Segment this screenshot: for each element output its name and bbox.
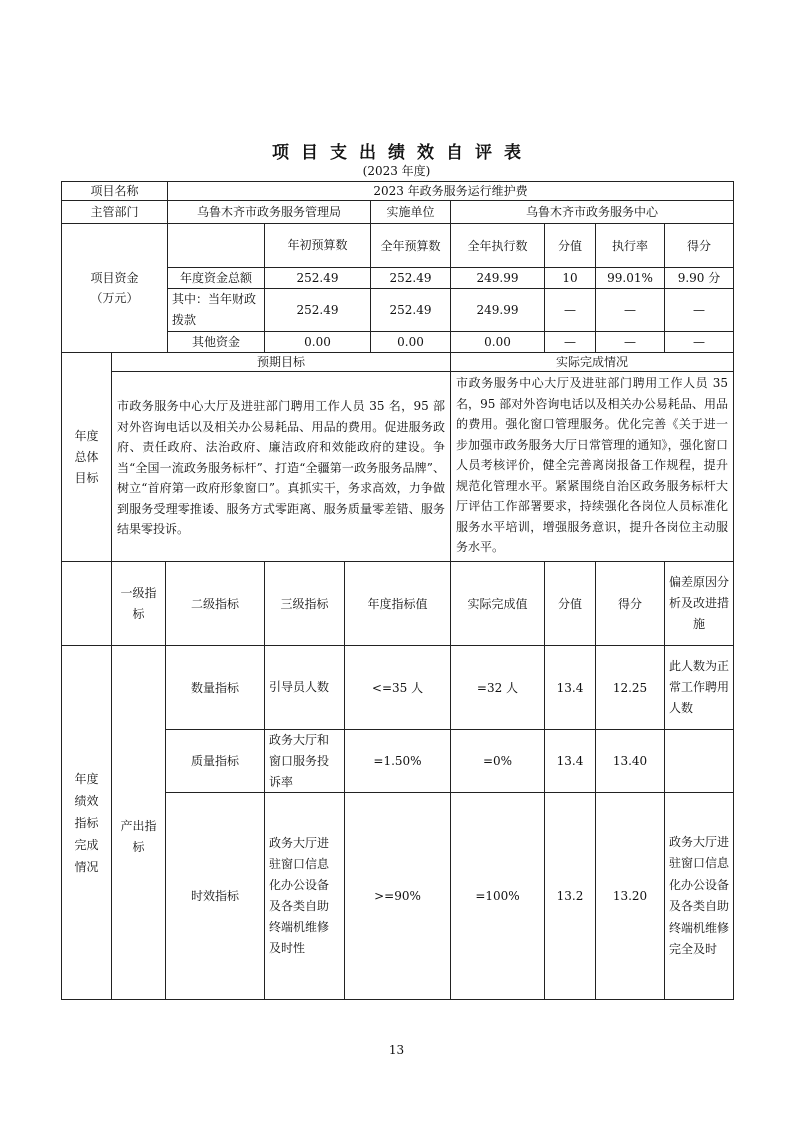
funds-cell: 252.49 — [264, 288, 371, 332]
funds-cell: 10 — [544, 267, 596, 289]
expected-goal-text — [111, 371, 451, 562]
page-title — [0, 138, 793, 163]
actual-result-text — [450, 371, 734, 562]
funds-cell: — — [664, 331, 734, 353]
indicator-header: 分值 — [544, 561, 596, 646]
title-char: 绩 — [388, 143, 405, 163]
page-number: 13 — [388, 1043, 405, 1057]
title-char: 效 — [417, 143, 434, 163]
actual-result-paragraph: 市政务服务中心大厅及进驻部门聘用工作人员 35 名，95 部对外咨询电话以及相关办公易耗品、用品的费用。强化窗口管理服务。优化完善《关于进一步加强市政务服务大厅日常管理的通知》，强化窗口人员考核评价，健全完善离岗报备工作规程，提升规范化管理水平。紧紧围绕自治区政务服务标杆大厅评估工作部署要求，持续强化各岗位人员标准化服务水平培训，增强服务意识，提升各岗位主动服务水平。 — [456, 376, 728, 554]
score: 13.40 — [595, 729, 665, 793]
funds-cell: 252.49 — [370, 267, 451, 289]
deviation-note: 此人数为正常工作聘用人数 — [664, 645, 734, 730]
level1-indicator: 产出指标 — [111, 645, 166, 1000]
indicator-header: 偏差原因分析及改进措施 — [664, 561, 734, 646]
project-name-label: 项目名称 — [61, 181, 168, 201]
level3-indicator: 政务大厅和窗口服务投诉率 — [264, 729, 345, 793]
funds-cell: — — [595, 288, 665, 332]
dept-value: 乌鲁木齐市政务服务管理局 — [167, 200, 371, 224]
funds-header: 得分 — [664, 223, 734, 268]
funds-row-name: 年度资金总额 — [167, 267, 265, 289]
score: 12.25 — [595, 645, 665, 730]
title-char: 自 — [446, 143, 463, 163]
funds-header: 全年预算数 — [370, 223, 451, 268]
expected-goal-paragraph: 市政务服务中心大厅及进驻部门聘用工作人员 35 名，95 部对外咨询电话以及相关办公易耗品、用品的费用。促进服务政府、责任政府、法治政府、廉洁政府和效能政府的建设。争当“全国一流政务服务标杆”、打造“全疆第一政务服务品牌”、树立“首府第一政府形象窗口”。真抓实干，务求高效，力争做到服务受理零推诿、服务方式零距离、服务质量零差错、服务结果零投诉。 — [117, 399, 445, 536]
level2-indicator: 质量指标 — [165, 729, 265, 793]
score: 13.20 — [595, 792, 665, 1000]
deviation-note: 政务大厅进驻窗口信息化办公设备及各类自助终端机维修完全及时 — [664, 792, 734, 1000]
title-char: 出 — [359, 143, 376, 163]
deviation-note — [664, 729, 734, 793]
indicator-header: 得分 — [595, 561, 665, 646]
indicator-section-label: 年度 绩效 指标 完成 情况 — [61, 645, 112, 1000]
title-char: 评 — [475, 143, 492, 163]
project-name-value: 2023 年政务服务运行维护费 — [167, 181, 734, 201]
funds-cell: — — [664, 288, 734, 332]
indicator-header-blank — [61, 561, 112, 646]
funds-cell: — — [544, 331, 596, 353]
funds-corner — [167, 223, 265, 268]
funds-cell: 252.49 — [370, 288, 451, 332]
funds-row-name: 其他资金 — [167, 331, 265, 353]
title-char: 目 — [301, 143, 318, 163]
level3-indicator: 引导员人数 — [264, 645, 345, 730]
indicator-header: 一级指标 — [111, 561, 166, 646]
impl-unit-value: 乌鲁木齐市政务服务中心 — [450, 200, 734, 224]
impl-unit-label: 实施单位 — [370, 200, 451, 224]
score-value: 13.4 — [544, 729, 596, 793]
funds-cell: 99.01% — [595, 267, 665, 289]
funds-cell: 9.90 分 — [664, 267, 734, 289]
title-char: 表 — [504, 143, 521, 163]
actual-value: =0% — [450, 729, 545, 793]
funds-cell: 249.99 — [450, 288, 545, 332]
dept-label: 主管部门 — [61, 200, 168, 224]
score-value: 13.4 — [544, 645, 596, 730]
funds-cell: 0.00 — [264, 331, 371, 353]
funds-header: 年初预算数 — [264, 223, 371, 268]
actual-value: =100% — [450, 792, 545, 1000]
actual-value: =32 人 — [450, 645, 545, 730]
evaluation-table — [61, 181, 734, 1000]
level2-indicator: 数量指标 — [165, 645, 265, 730]
title-char: 支 — [330, 143, 347, 163]
funds-row-name: 其中：当年财政拨款 — [167, 288, 265, 332]
target-value: <=35 人 — [344, 645, 451, 730]
indicator-header: 实际完成值 — [450, 561, 545, 646]
page-subtitle: (2023 年度) — [362, 164, 431, 178]
level3-indicator: 政务大厅进驻窗口信息化办公设备及各类自助终端机维修及时性 — [264, 792, 345, 1000]
funds-cell: 0.00 — [450, 331, 545, 353]
indicator-header: 二级指标 — [165, 561, 265, 646]
level2-indicator: 时效指标 — [165, 792, 265, 1000]
indicator-header: 年度指标值 — [344, 561, 451, 646]
title-char: 项 — [272, 143, 289, 163]
funds-cell: 249.99 — [450, 267, 545, 289]
funds-cell: — — [595, 331, 665, 353]
funds-cell: 252.49 — [264, 267, 371, 289]
funds-header: 分值 — [544, 223, 596, 268]
actual-result-header: 实际完成情况 — [450, 352, 734, 372]
score-value: 13.2 — [544, 792, 596, 1000]
funds-header: 执行率 — [595, 223, 665, 268]
funds-header: 全年执行数 — [450, 223, 545, 268]
expected-goal-header: 预期目标 — [111, 352, 451, 372]
target-value: >=90% — [344, 792, 451, 1000]
funds-cell: 0.00 — [370, 331, 451, 353]
indicator-header: 三级指标 — [264, 561, 345, 646]
annual-goals-label: 年度 总体 目标 — [61, 352, 112, 562]
funds-cell: — — [544, 288, 596, 332]
funds-label: 项目资金 （万元） — [61, 223, 168, 353]
target-value: =1.50% — [344, 729, 451, 793]
